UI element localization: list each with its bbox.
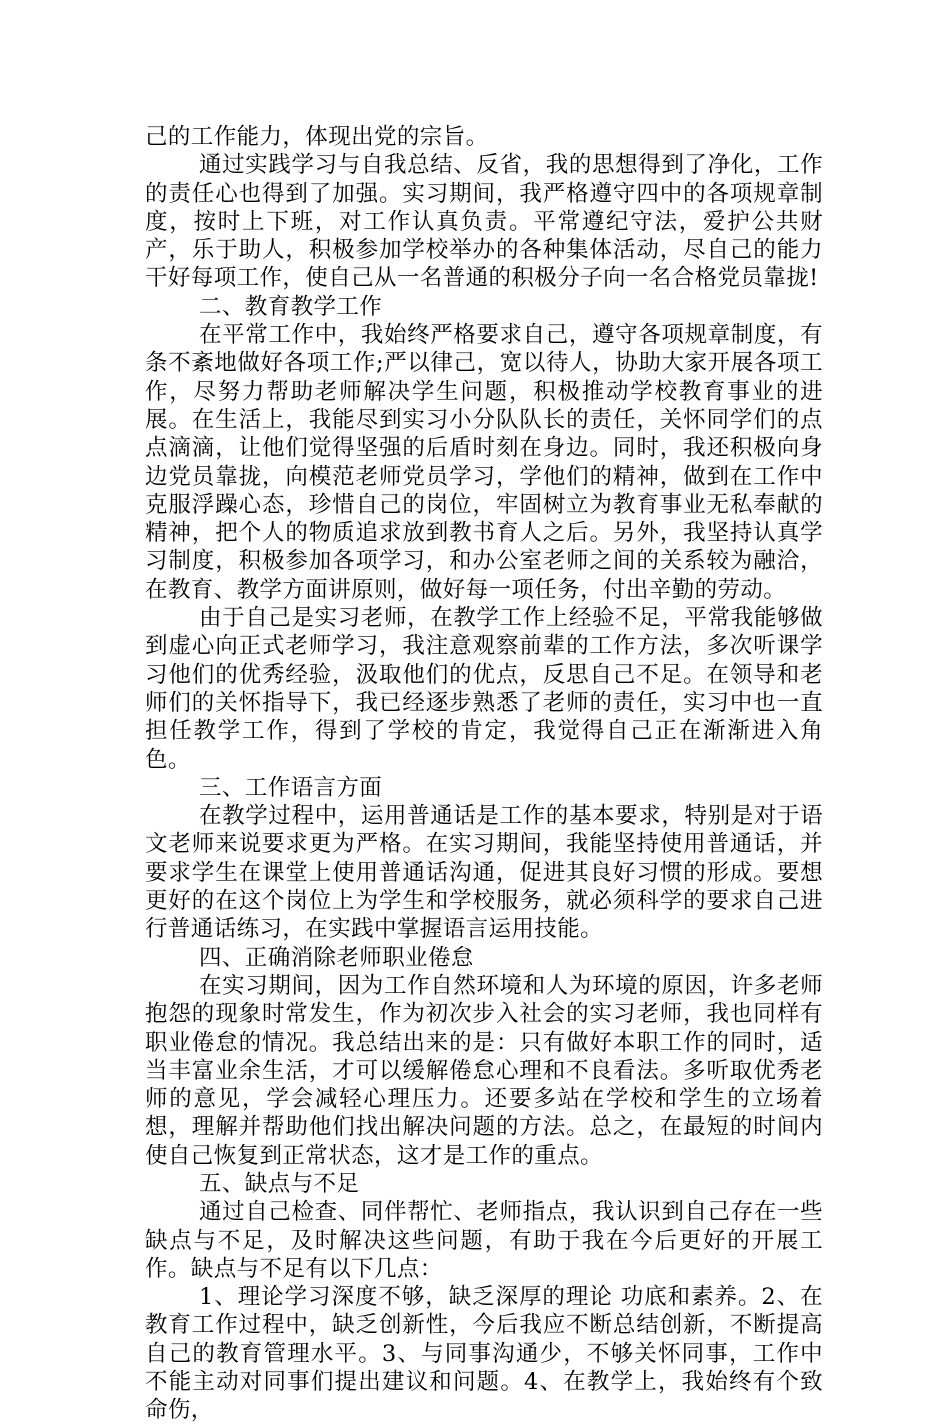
paragraph: 在平常工作中，我始终严格要求自己，遵守各项规章制度，有条不紊地做好各项工作;严以律己，宽以待人，协助大家开展各项工作，尽努力帮助老师解决学生问题，积极推动学校教育事业的进展。在生活上，我能尽到实习小分队队长的责任，关怀同学们的点点滴滴，让他们觉得坚强的后盾时刻在身边。同时，我还积极向身边党员靠拢，向模范老师党员学习，学他们的精神，做到在工作中克服浮躁心态，珍惜自己的岗位，牢固树立为教育事业无私奉献的精神，把个人的物质追求放到教书育人之后。另外，我坚持认真学习制度，积极参加各项学习，和办公室老师之间的关系较为融洽，在教育、教学方面讲原则，做好每一项任务，付出辛勤的劳动。 (145, 322, 823, 603)
section-heading: 二、教育教学工作 (199, 293, 383, 320)
paragraph: 由于自己是实习老师，在教学工作上经验不足，平常我能够做到虚心向正式老师学习，我注意观察前辈的工作方法，多次听课学习他们的优秀经验，汲取他们的优点，反思自己不足。在领导和老师们的关怀指导下，我已经逐步熟悉了老师的责任，实习中也一直担任教学工作，得到了学校的肯定，我觉得自己正在渐渐进入角色。 (145, 605, 823, 773)
section-heading: 五、缺点与不足 (199, 1170, 360, 1197)
paragraph: 通过实践学习与自我总结、反省，我的思想得到了净化，工作的责任心也得到了加强。实习期间，我严格遵守四中的各项规章制度，按时上下班，对工作认真负责。平常遵纪守法，爱护公共财产，乐于助人，积极参加学校举办的各种集体活动，尽自己的能力干好每项工作，使自己从一名普通的积极分子向一名合格党员靠拢! (145, 152, 823, 292)
document-page (145, 123, 823, 1425)
paragraph: 在教学过程中，运用普通话是工作的基本要求，特别是对于语文老师来说要求更为严格。在实习期间，我能坚持使用普通话，并要求学生在课堂上使用普通话沟通，促进其良好习惯的形成。要想更好的在这个岗位上为学生和学校服务，就必须科学的要求自己进行普通话练习，在实践中掌握语言运用技能。 (145, 803, 823, 943)
section-heading: 三、工作语言方面 (199, 774, 383, 801)
section-heading: 四、正确消除老师职业倦怠 (199, 944, 474, 971)
paragraph: 在实习期间，因为工作自然环境和人为环境的原因，许多老师抱怨的现象时常发生，作为初次步入社会的实习老师，我也同样有职业倦怠的情况。我总结出来的是：只有做好本职工作的同时，适当丰富业余生活，才可以缓解倦怠心理和不良看法。多听取优秀老师的意见，学会减轻心理压力。还要多站在学校和学生的立场着想，理解并帮助他们找出解决问题的方法。总之，在最短的时间内使自己恢复到正常状态，这才是工作的重点。 (145, 972, 823, 1169)
paragraph: 通过自己检查、同伴帮忙、老师指点，我认识到自己存在一些缺点与不足，及时解决这些问题，有助于我在今后更好的开展工作。缺点与不足有以下几点： (145, 1199, 823, 1282)
paragraph: 己的工作能力，体现出党的宗旨。 (145, 124, 489, 150)
paragraph: 1、理论学习深度不够，缺乏深厚的理论 功底和素养。2、在教育工作过程中，缺乏创新性，今后我应不断总结创新，不断提高自己的教育管理水平。3、与同事沟通少，不够关怀同事，工作中不能主动对同事们提出建议和问题。4、在教学上，我始终有个致命伤， (145, 1284, 823, 1424)
